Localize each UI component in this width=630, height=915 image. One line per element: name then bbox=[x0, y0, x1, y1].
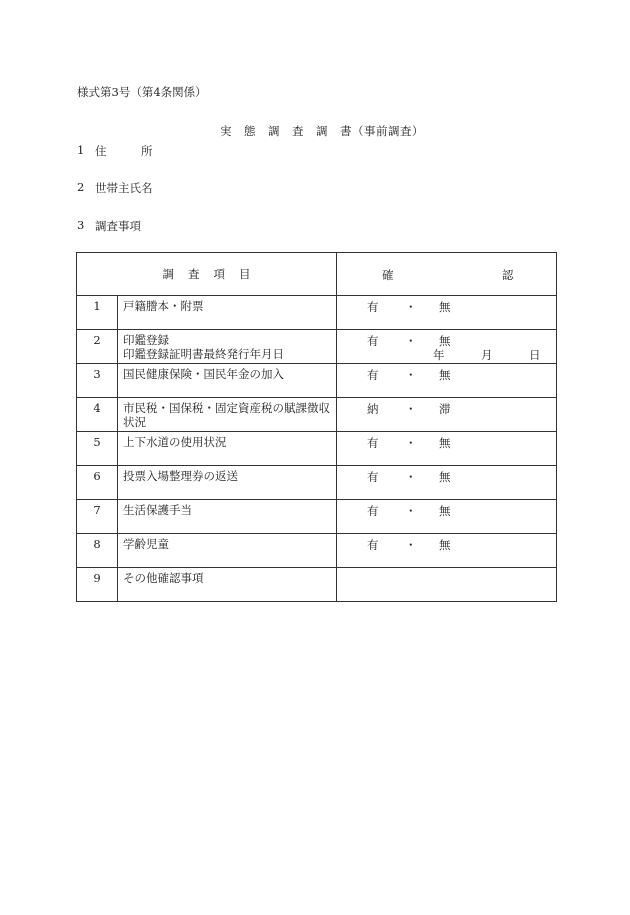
section-number: 3 bbox=[77, 218, 85, 232]
separator-dot: ・ bbox=[405, 538, 417, 552]
row-item-subtext: 状況 bbox=[123, 415, 146, 429]
separator-dot: ・ bbox=[405, 334, 417, 348]
row-confirmation[interactable] bbox=[337, 330, 557, 364]
row-item-text: 市民税・国保税・固定資産税の賦課徴収 bbox=[123, 401, 330, 415]
option-no[interactable]: 無 bbox=[439, 334, 451, 348]
row-item bbox=[118, 534, 337, 568]
row-item bbox=[118, 500, 337, 534]
row-item-text: 学齢児童 bbox=[123, 537, 169, 551]
option-yes[interactable]: 有 bbox=[367, 470, 379, 484]
row-number: 8 bbox=[77, 534, 118, 568]
header-char: 項 bbox=[213, 267, 225, 281]
header-char: 調 bbox=[162, 267, 174, 281]
date-day-label: 日 bbox=[529, 348, 541, 362]
row-confirmation[interactable] bbox=[337, 500, 557, 534]
table-row bbox=[77, 432, 557, 466]
option-no[interactable]: 無 bbox=[439, 538, 451, 552]
option-no[interactable]: 無 bbox=[439, 436, 451, 450]
row-number: 2 bbox=[77, 330, 118, 364]
row-item bbox=[118, 568, 337, 602]
option-no[interactable]: 無 bbox=[439, 470, 451, 484]
date-year-label: 年 bbox=[433, 348, 445, 362]
option-no[interactable]: 無 bbox=[439, 300, 451, 314]
option-yes[interactable]: 有 bbox=[367, 538, 379, 552]
header-char: 確 bbox=[382, 268, 394, 282]
separator-dot: ・ bbox=[405, 300, 417, 314]
option-yes[interactable]: 有 bbox=[367, 300, 379, 314]
separator-dot: ・ bbox=[405, 402, 417, 416]
row-confirmation[interactable] bbox=[337, 432, 557, 466]
row-item-text: 印鑑登録 bbox=[123, 333, 169, 347]
table-header-row bbox=[77, 253, 557, 296]
row-confirmation[interactable] bbox=[337, 398, 557, 432]
document-title: 実 態 調 査 調 書（事前調査） bbox=[220, 124, 424, 138]
row-item-text: 生活保護手当 bbox=[123, 503, 192, 517]
row-number: 9 bbox=[77, 568, 118, 602]
table-row bbox=[77, 398, 557, 432]
separator-dot: ・ bbox=[405, 504, 417, 518]
header-char: 認 bbox=[502, 268, 514, 282]
separator-dot: ・ bbox=[405, 470, 417, 484]
option-yes[interactable]: 有 bbox=[367, 334, 379, 348]
row-number: 5 bbox=[77, 432, 118, 466]
row-number: 6 bbox=[77, 466, 118, 500]
row-item-text: 戸籍謄本・附票 bbox=[123, 299, 204, 313]
row-confirmation[interactable] bbox=[337, 364, 557, 398]
separator-dot: ・ bbox=[405, 436, 417, 450]
row-item bbox=[118, 364, 337, 398]
row-item bbox=[118, 398, 337, 432]
row-item-text: その他確認事項 bbox=[123, 571, 204, 585]
separator-dot: ・ bbox=[405, 368, 417, 382]
row-number: 4 bbox=[77, 398, 118, 432]
option-no[interactable]: 無 bbox=[439, 504, 451, 518]
row-item-text: 上下水道の使用状況 bbox=[123, 435, 227, 449]
row-number: 7 bbox=[77, 500, 118, 534]
issue-date-field[interactable] bbox=[337, 347, 557, 361]
row-item-text: 投票入場整理券の返送 bbox=[123, 469, 238, 483]
row-item-text: 国民健康保険・国民年金の加入 bbox=[123, 367, 284, 381]
table-row bbox=[77, 330, 557, 364]
row-number: 1 bbox=[77, 296, 118, 330]
form-reference: 様式第3号（第4条関係） bbox=[77, 85, 207, 99]
row-item bbox=[118, 296, 337, 330]
table-row bbox=[77, 364, 557, 398]
header-char: 査 bbox=[188, 267, 200, 281]
row-confirmation[interactable] bbox=[337, 296, 557, 330]
option-yes[interactable]: 有 bbox=[367, 368, 379, 382]
table-row bbox=[77, 568, 557, 602]
option-yes[interactable]: 有 bbox=[367, 504, 379, 518]
survey-table bbox=[76, 252, 557, 602]
row-item-subtext: 印鑑登録証明書最終発行年月日 bbox=[123, 347, 284, 361]
row-item bbox=[118, 466, 337, 500]
table-row bbox=[77, 500, 557, 534]
section-label-householder: 世帯主氏名 bbox=[95, 181, 153, 195]
table-row bbox=[77, 466, 557, 500]
section-number: 2 bbox=[77, 180, 85, 194]
header-confirmation bbox=[337, 253, 557, 296]
row-item bbox=[118, 330, 337, 364]
option-no[interactable]: 無 bbox=[439, 368, 451, 382]
option-paid[interactable]: 納 bbox=[367, 402, 379, 416]
section-label-address: 住 所 bbox=[95, 144, 153, 158]
table-row bbox=[77, 296, 557, 330]
table-row bbox=[77, 534, 557, 568]
option-yes[interactable]: 有 bbox=[367, 436, 379, 450]
option-arrears[interactable]: 滞 bbox=[439, 402, 451, 416]
header-char: 目 bbox=[239, 267, 251, 281]
row-number: 3 bbox=[77, 364, 118, 398]
date-month-label: 月 bbox=[481, 348, 493, 362]
row-confirmation-free-text[interactable] bbox=[337, 568, 557, 602]
row-confirmation[interactable] bbox=[337, 534, 557, 568]
header-survey-item bbox=[77, 253, 337, 296]
section-label-survey-items: 調査事項 bbox=[95, 219, 141, 233]
row-item bbox=[118, 432, 337, 466]
row-confirmation[interactable] bbox=[337, 466, 557, 500]
section-number: 1 bbox=[77, 143, 85, 157]
